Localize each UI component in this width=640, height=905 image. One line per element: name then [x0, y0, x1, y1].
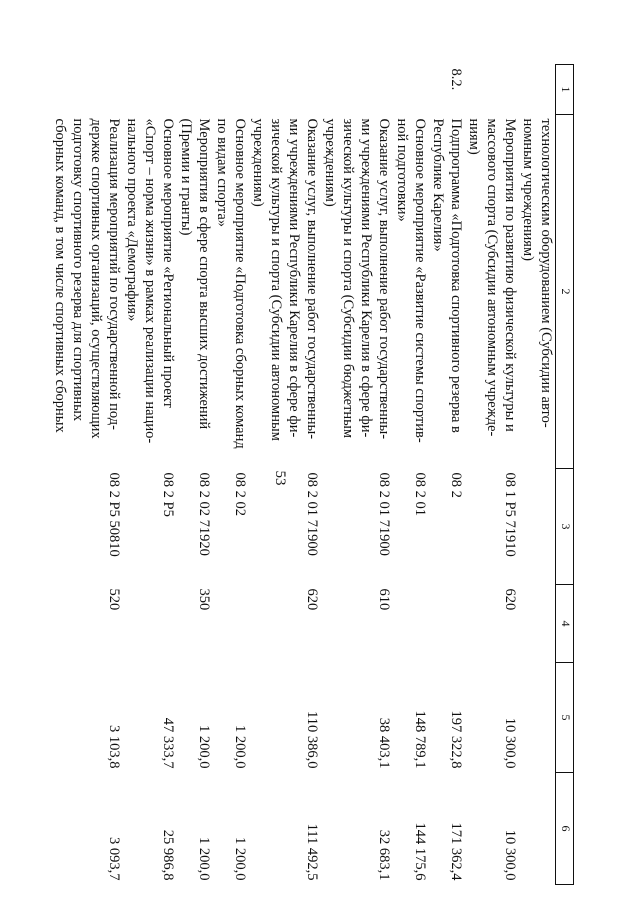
- row-number: [519, 65, 556, 115]
- row-name: технологическим оборудованием (Субсидии авто- номным учреждениям): [520, 118, 554, 428]
- budget-code: 08 2 Р5: [160, 472, 176, 517]
- table-row: [393, 65, 429, 885]
- row-name: Оказание услуг, выполнение работ государственны- ми учреждениями Республики Карелия в сфере фи- зической культуры и спорта (Субсидии автономным учреждениям): [250, 118, 320, 441]
- row-number: [123, 65, 177, 115]
- table-row: [429, 65, 465, 885]
- budget-code: 08 2 01 71900: [376, 472, 392, 556]
- amount-year-1: 148 789,1: [412, 710, 428, 769]
- budget-code: 08 2 01 71900: [304, 472, 320, 556]
- table-row: [123, 65, 177, 885]
- amount-year-1: [519, 663, 556, 773]
- amount-year-2: 144 175,6: [412, 822, 428, 881]
- amount-year-1: 38 403,1: [376, 717, 392, 769]
- row-number: [177, 65, 213, 115]
- table-row: [177, 65, 213, 885]
- budget-table: [51, 64, 574, 885]
- table-row: [519, 65, 556, 885]
- expense-type: [393, 585, 429, 663]
- row-name: Мероприятия по развитию физической культуры и массового спорта (Субсидии автономным учрежде- ниям): [466, 118, 518, 437]
- col-header-6: 6: [556, 773, 574, 885]
- table-row: [249, 65, 321, 885]
- expense-type: [429, 585, 465, 663]
- expense-type: [213, 585, 249, 663]
- amount-year-2: 111 492,5: [304, 823, 320, 881]
- col-header-4: 4: [556, 585, 574, 663]
- amount-year-1: 47 333,7: [160, 717, 176, 769]
- amount-year-2: 10 300,0: [502, 829, 518, 881]
- expense-type: 520: [106, 588, 122, 611]
- page-number: 53: [272, 470, 288, 486]
- table-row: [213, 65, 249, 885]
- amount-year-2: 3 093,7: [106, 837, 122, 881]
- col-header-5: 5: [556, 663, 574, 773]
- row-name: Мероприятия в сфере спорта высших достижений (Премии и гранты): [178, 118, 212, 430]
- table-row: [51, 65, 123, 885]
- row-name: Оказание услуг, выполнение работ государственны- ми учреждениями Республики Карелия в сфере фи- зической культуры и спорта (Субсидии бюджетным учреждениям): [322, 118, 392, 440]
- amount-year-2: 1 200,0: [232, 837, 248, 881]
- budget-code: 08 2 Р5 50810: [106, 472, 122, 557]
- budget-code: 08 2 01: [412, 472, 428, 516]
- row-name: Основное мероприятие «Подготовка сборных команд по видам спорта»: [214, 118, 248, 449]
- amount-year-2: 1 200,0: [196, 837, 212, 881]
- table-row: [321, 65, 393, 885]
- row-number: 8.2.: [448, 68, 464, 91]
- amount-year-1: 10 300,0: [502, 717, 518, 769]
- amount-year-2: 32 683,1: [376, 829, 392, 881]
- row-name: Основное мероприятие «Развитие системы спортив- ной подготовки»: [394, 118, 428, 443]
- col-header-1: 1: [556, 65, 574, 115]
- row-number: [249, 65, 321, 115]
- expense-type: [519, 585, 556, 663]
- col-header-3: 3: [556, 469, 574, 585]
- row-number: [51, 65, 123, 115]
- amount-year-1: 110 386,0: [304, 711, 320, 769]
- expense-type: 610: [376, 588, 392, 611]
- row-name: Основное мероприятие «Региональный проект «Спорт – норма жизни» в рамках реализации нацио- нального проекта «Демография»: [124, 118, 176, 444]
- row-number: [321, 65, 393, 115]
- budget-code: 08 2 02 71920: [196, 472, 212, 556]
- expense-type: 620: [304, 588, 320, 611]
- table-row: [465, 65, 519, 885]
- row-name: Реализация мероприятий по государственной под- держке спортивных организаций, осуществляющих подготовку спортивного резерва для спортивных сборных команд, в том числе спортивных сборных: [52, 118, 122, 439]
- budget-code: [519, 469, 556, 585]
- expense-type: 620: [502, 588, 518, 611]
- row-number: [465, 65, 519, 115]
- expense-type: [123, 585, 177, 663]
- budget-code: 08 2 02: [232, 472, 248, 516]
- row-number: [393, 65, 429, 115]
- budget-code: 08 2: [448, 472, 464, 498]
- amount-year-1: 197 322,8: [448, 710, 464, 769]
- expense-type: 350: [196, 588, 212, 611]
- amount-year-1: 1 200,0: [196, 725, 212, 769]
- table-body: [51, 65, 574, 885]
- amount-year-1: 3 103,8: [106, 725, 122, 769]
- header-row: [556, 65, 574, 885]
- amount-year-1: 1 200,0: [232, 725, 248, 769]
- amount-year-2: [519, 773, 556, 885]
- row-name: Подпрограмма «Подготовка спортивного резерва в Республике Карелия»: [430, 118, 464, 433]
- budget-code: 08 1 Р5 71910: [502, 472, 518, 557]
- amount-year-2: 171 362,4: [448, 822, 464, 881]
- col-header-2: 2: [556, 115, 574, 469]
- amount-year-2: 25 986,8: [160, 829, 176, 881]
- row-number: [213, 65, 249, 115]
